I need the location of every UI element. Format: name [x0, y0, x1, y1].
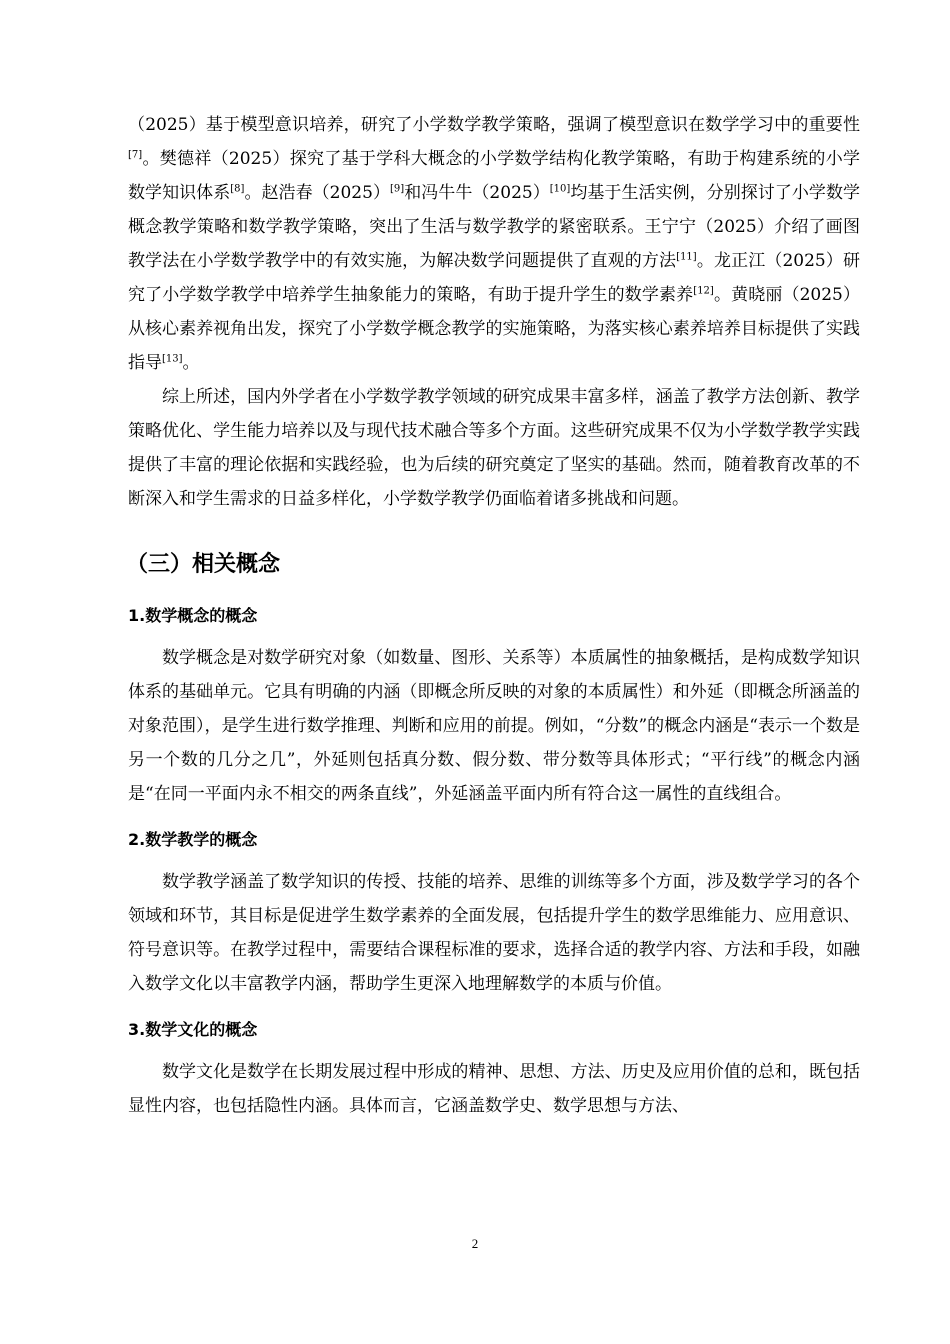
- literature-review-paragraph: [128, 108, 860, 380]
- subsection-1-paragraph: 数学概念是对数学研究对象（如数量、图形、关系等）本质属性的抽象概括，是构成数学知识体系的基础单元。它具有明确的内涵（即概念所反映的对象的本质属性）和外延（即概念所涵盖的对象范围），是学生进行数学推理、判断和应用的前提。例如，“分数”的概念内涵是“表示一个数是另一个数的几分之几”，外延则包括真分数、假分数、带分数等具体形式；“平行线”的概念内涵是“在同一平面内永不相交的两条直线”，外延涵盖平面内所有符合这一属性的直线组合。: [128, 648, 860, 804]
- subsection-heading-2: 2.数学教学的概念: [128, 830, 258, 849]
- text-run: 。龙正江（2025）研究了小学数学教学中培养学生抽象能力的策略，有助于提升学生的数学素养: [128, 251, 861, 305]
- citation-marker: [8]: [230, 183, 245, 195]
- subsection-heading-1: 1.数学概念的概念: [128, 606, 258, 625]
- text-run: 。樊德祥（2025）探究了基于学科大概念的小学数学结构化教学策略，有助于构建系统的小学数学知识体系: [128, 149, 860, 203]
- subsection-3-paragraph: 数学文化是数学在长期发展过程中形成的精神、思想、方法、历史及应用价值的总和，既包括显性内容，也包括隐性内涵。具体而言，它涵盖数学史、数学思想与方法、: [128, 1062, 860, 1116]
- summary-paragraph: 综上所述，国内外学者在小学数学教学领域的研究成果丰富多样，涵盖了教学方法创新、教学策略优化、学生能力培养以及与现代技术融合等多个方面。这些研究成果不仅为小学数学教学实践提供了丰富的理论依据和实践经验，也为后续的研究奠定了坚实的基础。然而，随着教育改革的不断深入和学生需求的日益多样化，小学数学教学仍面临着诸多挑战和问题。: [128, 387, 860, 509]
- text-run: 。黄晓丽（2025）从核心素养视角出发，探究了小学数学概念教学的实施策略，为落实核心素养培养目标提供了实践指导: [128, 285, 861, 373]
- citation-marker: [12]: [693, 285, 714, 297]
- section-heading: （三）相关概念: [126, 552, 281, 577]
- citation-marker: [9]: [390, 183, 405, 195]
- page-number: 2: [471, 1236, 479, 1251]
- text-run: （2025）基于模型意识培养，研究了小学数学教学策略，强调了模型意识在数学学习中的重要性: [128, 115, 860, 135]
- text-run: 均基于生活实例，分别探讨了小学数学概念教学策略和数学教学策略，突出了生活与数学教学的紧密联系。王宁宁（2025）介绍了画图教学法在小学数学教学中的有效实施，为解决数学问题提供了直观的方法: [128, 183, 861, 271]
- text-run: 和冯牛牛（2025）: [404, 183, 550, 203]
- citation-marker: [10]: [549, 183, 571, 195]
- citation-marker: [11]: [676, 251, 697, 263]
- citation-marker: [13]: [162, 353, 183, 365]
- text-run: 。赵浩春（2025）: [244, 183, 391, 203]
- page-content: [128, 108, 860, 1123]
- subsection-2-paragraph: 数学教学涵盖了数学知识的传授、技能的培养、思维的训练等多个方面，涉及数学学习的各个领域和环节，其目标是促进学生数学素养的全面发展，包括提升学生的数学思维能力、应用意识、符号意识等。在教学过程中，需要结合课程标准的要求，选择合适的教学内容、方法和手段，如融入数学文化以丰富教学内涵，帮助学生更深入地理解数学的本质与价值。: [128, 872, 860, 994]
- citation-marker: [7]: [128, 149, 143, 161]
- text-run: 。: [182, 353, 200, 373]
- subsection-heading-3: 3.数学文化的概念: [128, 1020, 258, 1039]
